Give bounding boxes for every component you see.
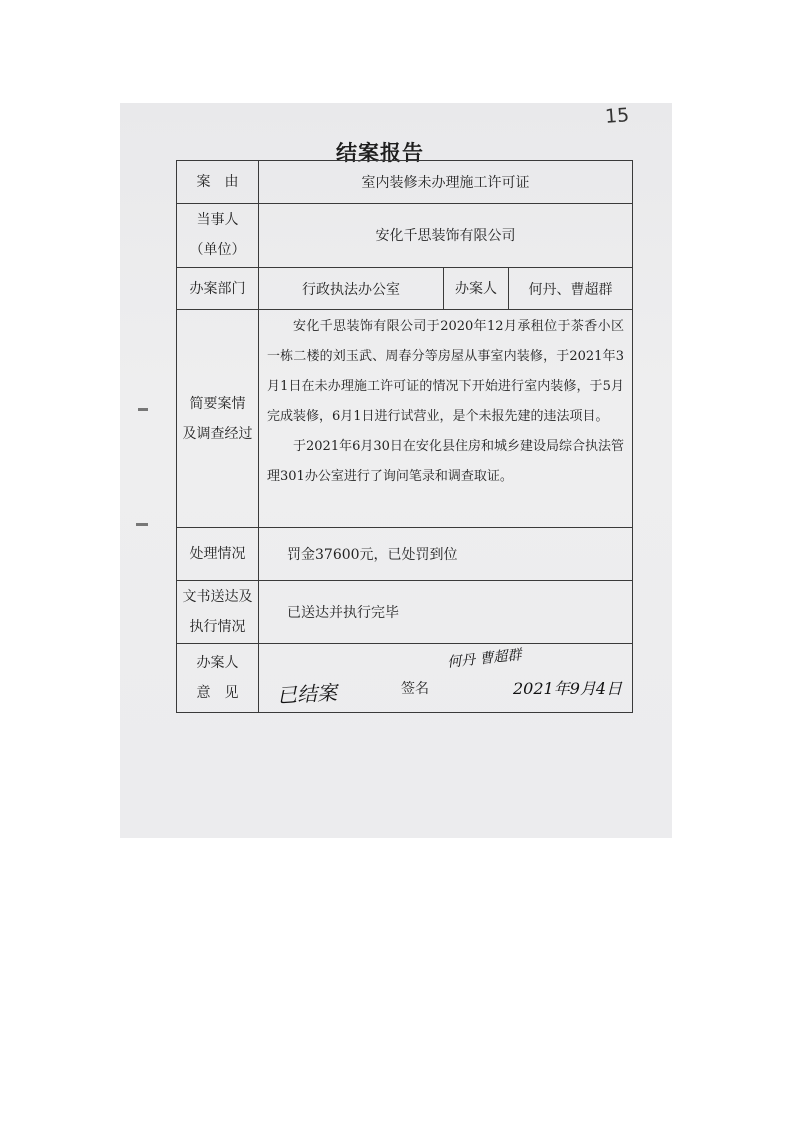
row-case-cause — [177, 161, 633, 204]
handling-label: 处理情况 — [177, 527, 259, 580]
delivery-value: 已送达并执行完毕 — [259, 580, 633, 643]
document-photo — [120, 103, 672, 838]
page-number: 15 — [604, 104, 630, 128]
opinion-label-line2: 意 见 — [196, 684, 239, 701]
department-value: 行政执法办公室 — [259, 267, 444, 310]
opinion-label-line1: 办案人 — [196, 654, 239, 671]
row-handling — [177, 527, 633, 580]
case-cause-value: 室内装修未办理施工许可证 — [259, 161, 633, 204]
delivery-label — [177, 580, 259, 643]
delivery-label-line2: 执行情况 — [189, 618, 246, 635]
handler-value: 何丹、曹超群 — [509, 267, 633, 310]
case-cause-label: 案 由 — [177, 161, 259, 204]
summary-label-line2: 及调查经过 — [182, 425, 253, 442]
scan-mark — [136, 523, 148, 526]
handwritten-signature: 何丹 曹超群 — [446, 646, 523, 671]
party-label-line2: （单位） — [189, 242, 246, 259]
row-delivery — [177, 580, 633, 643]
handler-label: 办案人 — [444, 267, 509, 310]
summary-text — [259, 310, 633, 528]
delivery-label-line1: 文书送达及 — [182, 588, 253, 605]
handwritten-opinion: 已结案 — [276, 680, 338, 708]
page-title: 结案报告 — [336, 140, 424, 165]
opinion-label — [177, 643, 259, 712]
summary-paragraph-1: 安化千思装饰有限公司于2020年12月承租位于茶香小区一栋二楼的刘玉武、周春分等房屋从事室内装修，于2021年3月1日在未办理施工许可证的情况下开始进行室内装修，于5月完成装修，6月1日进行试营业，是个未报先建的违法项目。 — [267, 319, 625, 425]
row-party — [177, 203, 633, 267]
scan-mark — [138, 408, 148, 411]
row-opinion — [177, 643, 633, 712]
opinion-area — [259, 643, 633, 712]
row-summary — [177, 310, 633, 528]
handwritten-date: 2021年9月4日 — [513, 678, 623, 698]
party-label — [177, 203, 259, 267]
party-label-line1: 当事人 — [196, 212, 239, 229]
party-value: 安化千思装饰有限公司 — [259, 203, 633, 267]
department-label: 办案部门 — [177, 267, 259, 310]
signature-label: 签名 — [401, 680, 429, 697]
summary-label-line1: 简要案情 — [189, 395, 246, 412]
handling-value: 罚金37600元，已处罚到位 — [259, 527, 633, 580]
summary-paragraph-2: 于2021年6月30日在安化县住房和城乡建设局综合执法管理301办公室进行了询问笔录和调查取证。 — [267, 439, 625, 485]
summary-label — [177, 310, 259, 528]
row-department — [177, 267, 633, 310]
case-closure-form — [176, 160, 633, 713]
